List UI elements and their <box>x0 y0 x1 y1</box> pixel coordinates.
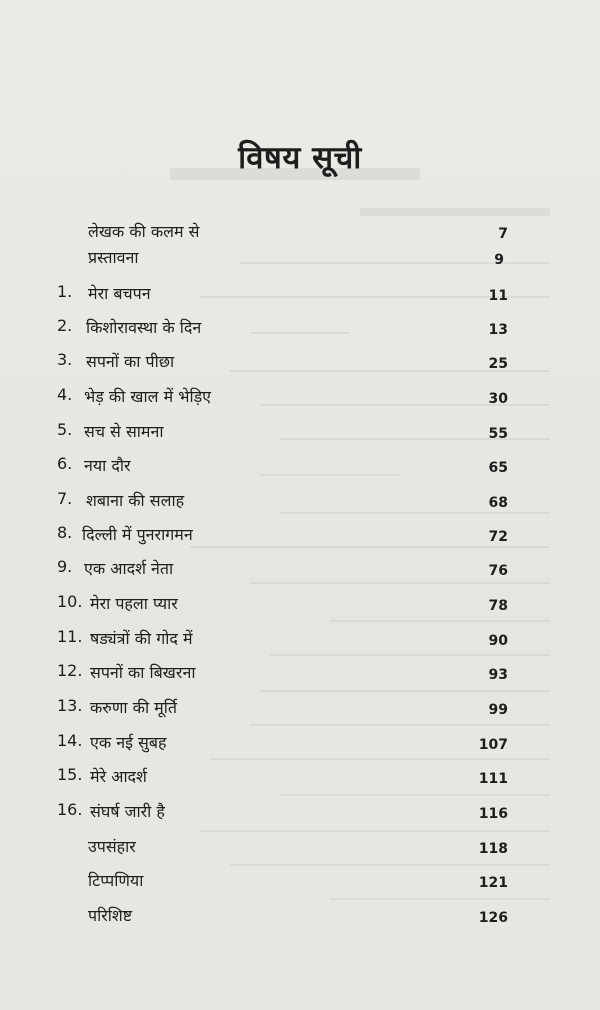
toc-entry-label: सपनों का पीछा <box>86 352 175 371</box>
toc-entry-label: करुणा की मूर्ति <box>90 698 178 717</box>
toc-entry-label: मेरा बचपन <box>88 284 151 303</box>
toc-entry-page: 118 <box>478 841 508 857</box>
toc-entry-page: 9 <box>494 252 504 268</box>
toc-entry-page: 30 <box>488 391 508 407</box>
toc-entry-label: मेरा पहला प्यार <box>90 594 178 613</box>
toc-entry-number: 7. <box>57 489 73 508</box>
toc-entry-page: 90 <box>488 633 508 649</box>
toc-entry-label: सपनों का बिखरना <box>90 663 196 682</box>
toc-entry-page: 116 <box>478 806 508 822</box>
toc-entry-page: 7 <box>498 226 508 242</box>
toc-entry-page: 72 <box>488 529 508 545</box>
toc-entry-page: 78 <box>488 598 508 614</box>
toc-entry <box>0 694 600 724</box>
toc-entry <box>0 867 600 897</box>
toc-entry <box>0 348 600 378</box>
toc-entry <box>0 729 600 759</box>
toc-entry-page: 121 <box>478 875 508 891</box>
toc-entry-page: 107 <box>478 737 508 753</box>
toc-entry-number: 3. <box>57 350 73 369</box>
toc-entry-label: लेखक की कलम से <box>88 222 200 241</box>
toc-entry <box>0 383 600 413</box>
toc-entry-label: दिल्ली में पुनरागमन <box>82 525 193 544</box>
toc-entry-label: उपसंहार <box>88 837 136 856</box>
toc-entry <box>0 418 600 448</box>
toc-entry-label: संघर्ष जारी है <box>90 802 165 821</box>
toc-entry-label: प्रस्तावना <box>88 248 139 267</box>
toc-entry-number: 16. <box>57 800 83 819</box>
toc-entry-page: 65 <box>488 460 508 476</box>
page-title: विषय सूची <box>238 140 362 176</box>
toc-entry-page: 76 <box>488 563 508 579</box>
toc-entry-page: 99 <box>488 702 508 718</box>
toc-entry-label: टिप्पणिया <box>88 871 144 890</box>
toc-entry <box>0 833 600 863</box>
toc-entry-label: मेरे आदर्श <box>90 767 147 786</box>
toc-entry-number: 13. <box>57 696 83 715</box>
toc-entry-page: 13 <box>488 322 508 338</box>
toc-entry <box>0 902 600 932</box>
toc-entry-label: नया दौर <box>84 456 131 475</box>
toc-entry-number: 1. <box>57 282 73 301</box>
toc-entry-page: 11 <box>488 288 508 304</box>
toc-entry-label: किशोरावस्था के दिन <box>86 318 202 337</box>
toc-entry-number: 6. <box>57 454 73 473</box>
toc-entry-number: 14. <box>57 731 83 750</box>
toc-entry-number: 11. <box>57 627 83 646</box>
toc-entry-page: 126 <box>478 910 508 926</box>
toc-entry-number: 12. <box>57 661 83 680</box>
toc-entry <box>0 798 600 828</box>
toc-entry <box>0 314 600 344</box>
toc-entry-label: एक आदर्श नेता <box>84 559 174 578</box>
toc-entry-label: एक नई सुबह <box>90 733 167 752</box>
toc-entry-label: सच से सामना <box>84 422 164 441</box>
toc-entry <box>0 452 600 482</box>
toc-entry-label: शबाना की सलाह <box>86 491 185 510</box>
toc-entry-label: परिशिष्ट <box>88 906 133 925</box>
toc-entry <box>0 625 600 655</box>
toc-entry-page: 55 <box>488 426 508 442</box>
toc-entry-number: 4. <box>57 385 73 404</box>
toc-entry-label: भेड़ की खाल में भेड़िए <box>84 387 212 406</box>
toc-entry <box>0 244 600 274</box>
toc-entry-number: 8. <box>57 523 73 542</box>
toc-entry <box>0 555 600 585</box>
toc-entry <box>0 763 600 793</box>
toc-entry-number: 10. <box>57 592 83 611</box>
toc-entry-number: 2. <box>57 316 73 335</box>
toc-entry-label: षड्यंत्रों की गोद में <box>90 629 193 648</box>
toc-entry-page: 68 <box>488 495 508 511</box>
toc-entry <box>0 280 600 310</box>
toc-entry-page: 93 <box>488 667 508 683</box>
toc-entry-number: 9. <box>57 557 73 576</box>
toc-entry <box>0 521 600 551</box>
toc-entry <box>0 590 600 620</box>
toc-entry <box>0 659 600 689</box>
toc-entry-number: 5. <box>57 420 73 439</box>
toc-entry-number: 15. <box>57 765 83 784</box>
toc-entry <box>0 487 600 517</box>
toc-entry-page: 111 <box>478 771 508 787</box>
toc-entry-page: 25 <box>488 356 508 372</box>
